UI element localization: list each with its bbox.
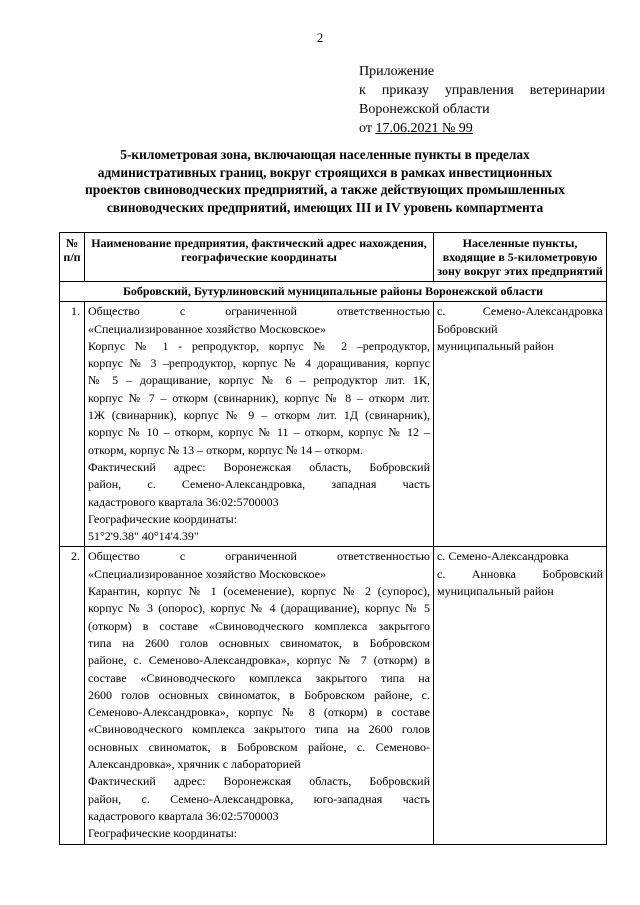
appendix-date-prefix: от xyxy=(359,121,376,136)
row-line: Географические координаты: xyxy=(88,826,238,841)
appendix-line-4 xyxy=(359,119,605,138)
title-line-1: 5-километровая зона, включающая населенные пункты в пределах xyxy=(120,147,530,162)
row-line: кадастрового квартала 36:02:5700003 xyxy=(88,808,279,823)
table-row xyxy=(60,547,607,844)
row-line: Семеново-Александровка», корпус № 8 (откорм) в составе xyxy=(88,705,430,720)
row-line: Географические координаты: xyxy=(88,511,238,526)
row-line: откорм, корпус № 13 – откорм, корпус № 14 – откорм. xyxy=(88,442,363,457)
appendix-block xyxy=(359,62,605,138)
row-line: район, с. Семено-Александровка, юго-западная часть xyxy=(88,791,430,806)
header-num: № п/п xyxy=(60,233,85,282)
row-line: корпус № 3 (опорос), корпус № 4 (доращивание), корпус № 5 xyxy=(88,601,430,616)
row-line: Общество с ограниченной ответственностью xyxy=(88,304,430,319)
settlement-line: с. Семено-Александровка xyxy=(437,304,603,319)
row-line: Фактический адрес: Воронежская область, Бобровский xyxy=(88,774,430,789)
title-line-2: административных границ, вокруг строящихся в рамках инвестиционных xyxy=(97,164,553,180)
row-line: 1Ж (свинарник), корпус № 9 – откорм лит. 1Д (свинарник), xyxy=(88,408,430,423)
appendix-line-3: Воронежской области xyxy=(359,102,490,117)
row-line: «Специализированное хозяйство Московское» xyxy=(88,566,326,581)
row-line: корпус № 7 – откорм (свинарник), корпус № 8 – откорм лит. xyxy=(88,390,430,405)
settlement-line: Бобровский xyxy=(437,321,498,336)
row-num: 2. xyxy=(60,547,85,844)
row-line: Фактический адрес: Воронежская область, Бобровский xyxy=(88,459,430,474)
header-name: Наименование предприятия, фактический адрес нахождения, географические координаты xyxy=(85,233,434,282)
row-line: районе, с. Семеново-Александровка», корпус № 7 (откорм) в xyxy=(88,653,430,668)
enterprise-table xyxy=(59,232,607,845)
page-number: 2 xyxy=(316,30,324,45)
row-line: Корпус № 1 - репродуктор, корпус № 2 –репродуктор, xyxy=(88,338,430,353)
row-line: район, с. Семено-Александровка, западная часть xyxy=(88,477,430,492)
header-settlements: Населенные пункты, входящие в 5-километровую зону вокруг этих предприятий xyxy=(434,233,607,282)
title-line-3: проектов свиноводческих предприятий, а также действующих промышленных xyxy=(85,182,565,197)
table-row xyxy=(60,302,607,547)
settlement-line: с. Семено-Александровка xyxy=(437,549,569,564)
row-line: 2600 голов основных свиноматок, в Бобровском районе, с. xyxy=(88,687,430,702)
row-line: «Специализированное хозяйство Московское» xyxy=(88,321,326,336)
row-description xyxy=(85,302,434,547)
settlement-line: муниципальный район xyxy=(437,338,554,353)
row-settlements xyxy=(434,302,607,547)
appendix-line-1: Приложение xyxy=(359,64,435,79)
title-line-4: свиноводческих предприятий, имеющих III и IV уровень компартмента xyxy=(106,199,544,215)
row-num: 1. xyxy=(60,302,85,547)
row-line: Общество с ограниченной ответственностью xyxy=(88,549,430,564)
table-group-row xyxy=(60,282,607,302)
row-line: основных свиноматок, в Бобровском районе, с. Семеново- xyxy=(88,739,430,754)
row-line: корпус № 3 –репродуктор, корпус № 4 доращивания, корпус xyxy=(88,356,430,371)
row-settlements xyxy=(434,547,607,844)
group-title: Бобровский, Бутурлиновский муниципальные районы Воронежской области xyxy=(60,282,607,302)
row-line: «Свиноводческого комплекса закрытого типа на 2600 голов xyxy=(88,722,430,737)
row-line: Карантин, корпус № 1 (осеменение), корпус № 2 (супорос), xyxy=(88,584,430,599)
settlement-line: с. Анновка Бобровский xyxy=(437,566,603,581)
appendix-date: 17.06.2021 № 99 xyxy=(375,121,473,136)
row-line: 51°2'9.38" 40°14'4.39" xyxy=(88,529,199,544)
row-line: Александровка», хрячник с лабораторией xyxy=(88,757,301,772)
row-line: (откорм) в составе «Свиноводческого комплекса закрытого xyxy=(88,618,430,633)
row-line: составе «Свиноводческого комплекса закрытого типа на xyxy=(88,670,430,685)
document-title xyxy=(60,146,590,216)
row-description xyxy=(85,547,434,844)
row-line: типа на 2600 голов основных свиноматок, в Бобровском xyxy=(88,635,430,650)
row-line: № 5 – доращивание, корпус № 6 – репродуктор лит. 1К, xyxy=(88,373,430,388)
row-line: кадастрового квартала 36:02:5700003 xyxy=(88,494,279,509)
appendix-line-2: к приказу управления ветеринарии xyxy=(359,83,605,98)
settlement-line: муниципальный район xyxy=(437,584,554,599)
table-header-row xyxy=(60,233,607,282)
row-line: корпус № 10 – откорм, корпус № 11 – откорм, корпус № 12 – xyxy=(88,425,430,440)
